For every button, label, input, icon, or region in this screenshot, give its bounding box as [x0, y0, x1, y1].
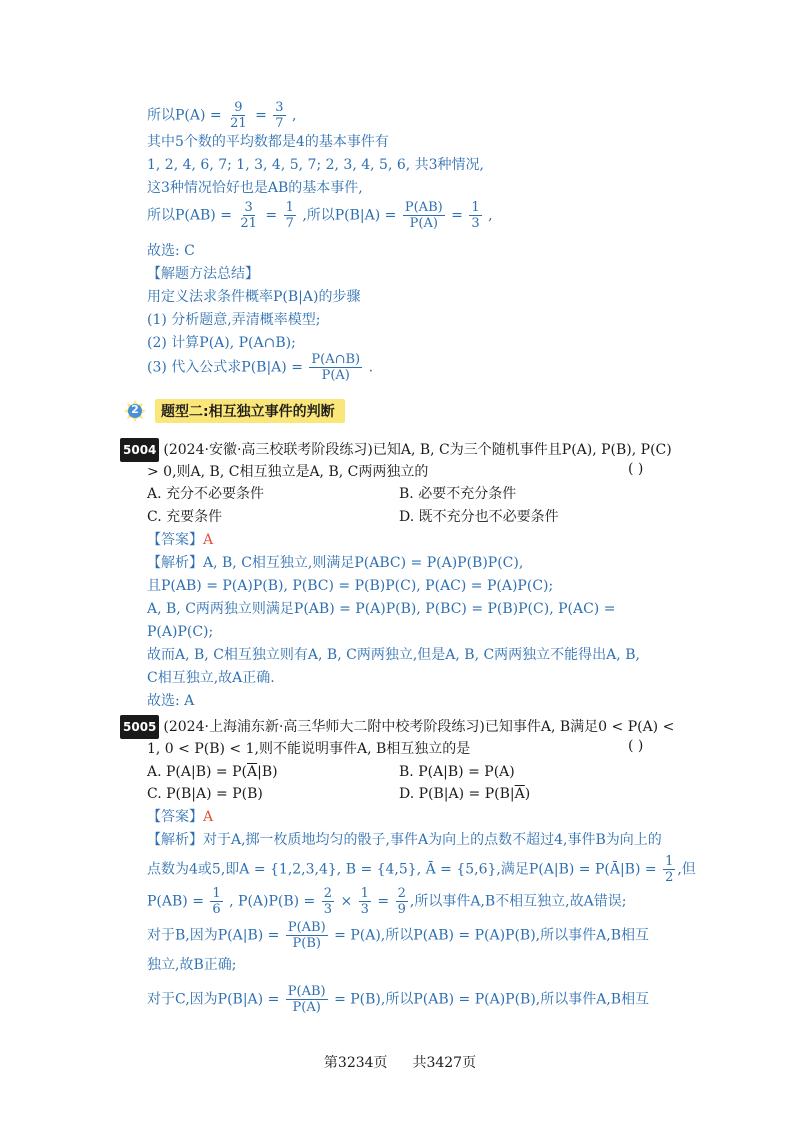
solution-line-1 [147, 100, 296, 131]
text: ,所以事件A,B不相互独立,故A错误; [409, 893, 627, 910]
solution-line-11 [147, 352, 373, 383]
text: = P(A),所以P(AB) = P(A)P(B),所以事件A,B相互 [334, 927, 649, 944]
denominator: P(A) [292, 1000, 321, 1015]
solution-line-5 [147, 200, 493, 231]
denominator: 21 [230, 116, 247, 131]
option-d [399, 783, 530, 805]
option-b: B. P(A|B) = P(A) [399, 764, 515, 780]
denominator: 9 [397, 902, 406, 917]
fraction [273, 100, 285, 131]
solution-line-9: (1) 分析题意,弄清概率模型; [147, 312, 321, 328]
analysis-line-3 [147, 886, 626, 917]
analysis-line-2 [147, 854, 696, 885]
method-summary-heading: 【解题方法总结】 [147, 266, 259, 282]
text: 所以P(A) = [147, 107, 222, 124]
text: A, B, C相互独立,则满足P(ABC) = P(A)P(B)P(C), [203, 555, 524, 571]
page-number: 第3234页 [323, 1055, 388, 1071]
denominator: P(A) [321, 368, 350, 383]
fraction [238, 200, 259, 231]
analysis-line-3: A, B, C两两独立则满足P(AB) = P(A)P(B), P(BC) = P(B)P(C), P(AC) = [147, 601, 616, 617]
text: 所以P(AB) = [147, 207, 232, 224]
fraction [286, 984, 328, 1015]
answer-blank: ( ) [628, 461, 644, 477]
solution-line-10: (2) 计算P(A), P(A∩B); [147, 335, 296, 351]
numerator: 1 [212, 886, 221, 901]
analysis-label: 【解析】 [147, 832, 203, 848]
page-footer [0, 1052, 800, 1072]
numerator: 3 [244, 200, 253, 215]
question-text: (2024·上海浦东新·高三华师大二附中校考阶段练习)已知事件A, B满足0 < P(A) < [163, 719, 675, 735]
section-title: 题型二:相互独立事件的判断 [155, 399, 345, 423]
fraction [286, 920, 328, 951]
text: ) [524, 786, 531, 802]
text: (3) 代入公式求P(B|A) = [147, 359, 303, 376]
complement-a: $\overline{A}$ [246, 764, 258, 780]
text: P(AB) = [147, 893, 204, 910]
option-b: B. 必要不充分条件 [399, 486, 517, 502]
numerator: 2 [397, 886, 406, 901]
times: × [340, 893, 353, 910]
section-number: 2 [131, 403, 139, 416]
fraction [228, 100, 249, 131]
text: , [488, 207, 493, 224]
fraction [396, 886, 408, 917]
numerator: P(A∩B) [311, 352, 361, 367]
analysis-line-6 [147, 984, 649, 1015]
equals: = [265, 207, 278, 224]
analysis-line-2: 且P(AB) = P(A)P(B), P(BC) = P(B)P(C), P(AC) = P(A)P(C); [147, 578, 554, 594]
fraction [309, 352, 362, 383]
fraction [210, 886, 222, 917]
text: = P(B),所以P(AB) = P(A)P(B),所以事件A,B相互 [334, 991, 650, 1008]
text: A. P(A|B) = P( [147, 764, 247, 780]
fraction [403, 200, 445, 231]
text: 对于A,掷一枚质地均匀的骰子,事件A为向上的点数不超过4,事件B为向上的 [203, 832, 662, 848]
denominator: 3 [323, 902, 333, 917]
question-number: 5005 [120, 715, 159, 739]
numerator: 1 [360, 886, 369, 901]
fraction [469, 200, 481, 231]
text: 点数为4或5,即A = {1,2,3,4}, B = {4,5}, Ā = {5,6},满足P(A|B) = P(Ā|B) = [147, 861, 657, 878]
fraction [284, 200, 296, 231]
numerator: 2 [323, 886, 333, 901]
text: ,所以P(B|A) = [302, 207, 397, 224]
solution-line-2: 其中5个数的平均数都是4的基本事件有 [147, 134, 389, 150]
numerator: 3 [275, 100, 284, 115]
denominator: 2 [665, 870, 674, 885]
complement-a: $\overline{A}$ [514, 786, 525, 802]
analysis-line-6: C相互独立,故A正确. [147, 670, 275, 686]
numerator: P(AB) [287, 920, 326, 935]
text: ,但 [677, 861, 696, 878]
q5005-line-2: 1, 0 < P(B) < 1,则不能说明事件A, B相互独立的是 [147, 741, 471, 757]
text: D. P(B|A) = P(B| [399, 786, 515, 802]
solution-line-8: 用定义法求条件概率P(B|A)的步骤 [147, 289, 361, 305]
answer-label: 【答案】 [147, 809, 203, 825]
text: 对于B,因为P(A|B) = [147, 927, 280, 944]
text: , P(A)P(B) = [229, 893, 316, 910]
numerator: 9 [234, 100, 243, 115]
analysis-line-5: 独立,故B正确; [147, 957, 237, 973]
answer-label: 【答案】 [147, 532, 203, 548]
option-d: D. 既不充分也不必要条件 [399, 509, 559, 525]
option-a: A. 充分不必要条件 [147, 486, 265, 502]
fraction [322, 886, 334, 917]
q5005-line-1 [120, 715, 674, 739]
denominator: 3 [471, 216, 480, 231]
analysis-line-4 [147, 920, 649, 951]
fraction [663, 854, 675, 885]
section-heading [123, 398, 345, 424]
option-c: C. 充要条件 [147, 509, 223, 525]
q5004-line-2: > 0,则A, B, C相互独立是A, B, C两两独立的 [147, 464, 429, 480]
analysis-label: 【解析】 [147, 555, 203, 571]
numerator: 1 [665, 854, 674, 869]
denominator: 21 [240, 216, 257, 231]
solution-line-4: 这3种情况恰好也是AB的基本事件, [147, 180, 363, 196]
numerator: P(AB) [287, 984, 326, 999]
numerator: 1 [285, 200, 294, 215]
answer-line [147, 806, 213, 828]
denominator: P(A) [409, 216, 438, 231]
section-number-icon [123, 399, 147, 423]
text: |B) [257, 764, 278, 780]
answer-blank: ( ) [628, 738, 644, 754]
denominator: 7 [285, 216, 294, 231]
equals: = [451, 207, 463, 224]
equals: = [255, 107, 267, 124]
total-pages: 共3427页 [412, 1055, 477, 1071]
solution-line-6: 故选: C [147, 243, 195, 259]
option-a [147, 761, 278, 783]
answer-line [147, 529, 213, 551]
denominator: 3 [360, 902, 369, 917]
answer-value: A [203, 809, 214, 825]
numerator: 1 [471, 200, 480, 215]
option-c: C. P(B|A) = P(B) [147, 786, 263, 802]
equals: = [377, 893, 390, 910]
analysis-line-7: 故选: A [147, 693, 195, 709]
question-text: (2024·安徽·高三校联考阶段练习)已知A, B, C为三个随机事件且P(A), P(B), P(C) [163, 442, 672, 458]
fraction [359, 886, 371, 917]
text: , [292, 107, 297, 124]
analysis-line-1 [147, 552, 523, 574]
q5004-line-1 [120, 438, 672, 462]
analysis-line-5: 故而A, B, C相互独立则有A, B, C两两独立,但是A, B, C两两独立不能得出A, B, [147, 647, 640, 663]
analysis-line-4: P(A)P(C); [147, 624, 214, 640]
denominator: 7 [275, 116, 284, 131]
question-number: 5004 [120, 438, 159, 462]
analysis-line-1 [147, 829, 662, 851]
denominator: 6 [212, 902, 221, 917]
numerator: P(AB) [404, 200, 443, 215]
denominator: P(B) [292, 936, 321, 951]
answer-value: A [203, 532, 214, 548]
text: . [368, 359, 374, 376]
text: 对于C,因为P(B|A) = [147, 991, 280, 1008]
solution-line-3: 1, 2, 4, 6, 7; 1, 3, 4, 5, 7; 2, 3, 4, 5, 6, 共3种情况, [147, 157, 485, 173]
